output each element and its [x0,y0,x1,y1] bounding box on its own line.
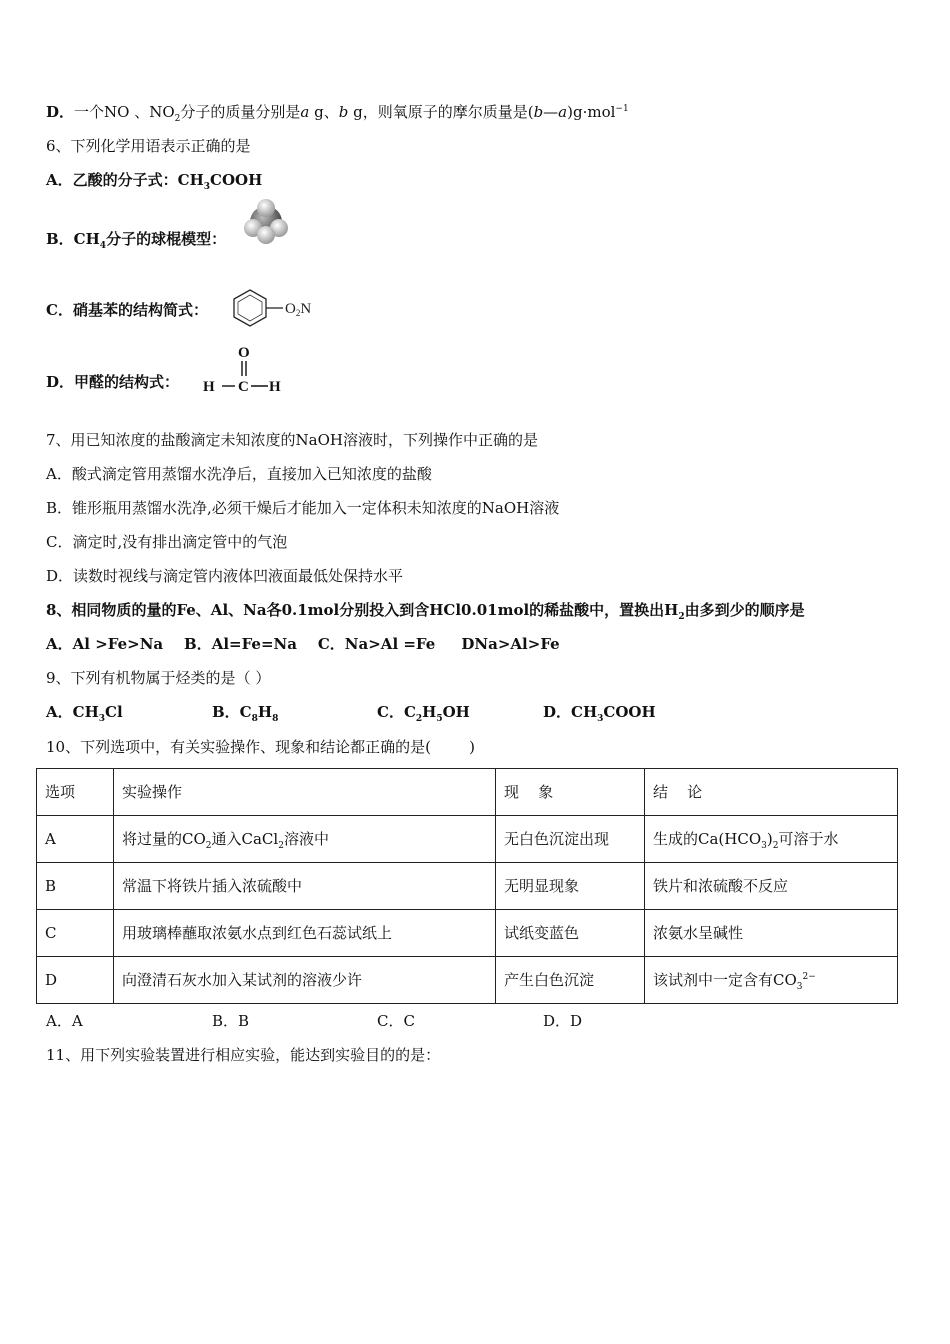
variable: b [533,103,544,121]
cell [114,863,496,910]
q9-option-d [543,702,656,722]
formaldehyde-structure [198,340,293,398]
carbon-atom: C [238,379,249,395]
q6-option-d [46,372,179,392]
header-text: 结 论 [653,783,703,801]
text: 由多到少的顺序是 [684,601,805,619]
cell-text: 向澄清石灰水加入某试剂的溶液少许 [122,971,363,989]
subscript: 8 [272,714,279,724]
nitro-group-label: $O_2N$ [285,301,312,318]
cell-text: 浓氨水呈碱性 [653,924,744,942]
q10-option-b: B．B [212,1012,250,1030]
hydrogen-atom: H [203,379,215,395]
subscript: 4 [99,241,107,251]
cell [645,957,898,1004]
header-cell [645,769,898,816]
cell [496,957,645,1004]
cell-text: A [45,830,56,848]
table-row [37,816,898,863]
cell [114,816,496,863]
q6-option-b [46,229,226,249]
cell-text: 将过量的$CO_2$通入CaCl$_2$溶液中 [122,830,329,851]
nitrobenzene-structure [228,286,323,330]
cell [645,910,898,957]
header-cell [37,769,114,816]
cell-text: 无白色沉淀出现 [504,830,610,848]
text: g，则氧原子的摩尔质量是( [348,103,534,121]
cell [645,816,898,863]
cell [496,863,645,910]
header-text: 实验操作 [122,783,183,801]
subscript: 2 [415,714,423,724]
text: )g·mol [567,103,616,121]
text: COOH [603,703,656,721]
table-header-row [37,769,898,816]
text: g、 [309,103,339,121]
q8-options: A．Al >Fe>Na B．Al=Fe=Na C．Na>Al =Fe DNa>Al>Fe [46,635,560,653]
q9-option-a [46,702,123,722]
variable: a [558,103,568,121]
cell-text: D [45,971,58,989]
q11-stem: 11、用下列实验装置进行相应实验，能达到实验目的的是： [46,1046,441,1064]
subscript: 2 [174,114,181,124]
cell [114,910,496,957]
q5-option-d [46,102,629,122]
q6-option-a [46,170,262,190]
text: OH [442,703,470,721]
q10-option-d: D．D [543,1012,583,1030]
subscript: 3 [98,714,106,724]
text: B．C [212,703,252,721]
variable: a [300,103,310,121]
q7-option-a: A．酸式滴定管用蒸馏水洗净后，直接加入已知浓度的盐酸 [46,465,432,483]
cell [37,910,114,957]
text: — [543,103,559,121]
text: 分子的质量分别是 [180,103,301,121]
header-cell [496,769,645,816]
header-text: 选项 [45,783,76,801]
subscript: 8 [251,714,258,724]
subscript: 3 [203,182,211,192]
hydrogen-atom: H [269,379,281,395]
cell-text: 用玻璃棒蘸取浓氨水点到红色石蕊试纸上 [122,924,393,942]
cell-text: 产生白色沉淀 [504,971,595,989]
cell-text: C [45,924,57,942]
cell [645,863,898,910]
subscript: 5 [436,714,443,724]
cell [496,910,645,957]
cell [37,863,114,910]
cell-text: 该试剂中一定含有$CO_3^{2-}$ [653,971,816,992]
q10-option-c: C．C [377,1012,415,1030]
option-label: D． [46,103,75,121]
header-text: 现 象 [504,783,554,801]
text: 分子的球棍模型： [106,230,227,248]
text: D．甲醛的结构式： [46,373,180,391]
formula: CH [177,171,204,189]
cell [114,957,496,1004]
text: A．CH [46,703,99,721]
cell-text: B [45,877,57,895]
header-cell [114,769,496,816]
text: B．CH [46,230,100,248]
q7-option-d: D．读数时视线与滴定管内液体凹液面最低处保持水平 [46,567,404,585]
cell [496,816,645,863]
text: D．CH [543,703,598,721]
cell-text: 常温下将铁片插入浓硫酸中 [122,877,303,895]
subscript: 3 [597,714,604,724]
q9-stem: 9、下列有机物属于烃类的是（ ） [46,669,271,687]
cell-text: 无明显现象 [504,877,580,895]
text: Cl [105,703,123,721]
text: C．硝基苯的结构简式： [46,301,208,319]
cell [37,957,114,1004]
text: H [257,703,273,721]
ch4-ball-model-image [240,198,292,246]
cell-text: 试纸变蓝色 [504,924,580,942]
table-row [37,910,898,957]
q7-option-b: B．锥形瓶用蒸馏水洗净,必须干燥后才能加入一定体积未知浓度的NaOH溶液 [46,499,560,517]
superscript: −1 [615,104,629,114]
text: H [422,703,437,721]
table-row [37,957,898,1004]
cell-text: 铁片和浓硫酸不反应 [653,877,789,895]
q6-stem: 6、下列化学用语表示正确的是 [46,137,251,155]
text: C．C [377,703,416,721]
subscript: 2 [678,612,685,622]
text: A．乙酸的分子式： [46,171,178,189]
q7-option-c: C．滴定时,没有排出滴定管中的气泡 [46,533,288,551]
experiment-table [36,768,898,1004]
q10-option-a: A．A [46,1012,83,1030]
text: 一个NO 、NO [74,103,175,121]
variable: b [338,103,349,121]
cell-text: 生成的$Ca(HCO_3)_2$可溶于水 [653,830,839,851]
q8-stem [46,600,805,620]
table-row [37,863,898,910]
formula: COOH [210,171,263,189]
oxygen-atom: O [238,345,250,361]
q6-option-c [46,300,208,320]
q7-stem: 7、用已知浓度的盐酸滴定未知浓度的NaOH溶液时，下列操作中正确的是 [46,431,538,449]
text: 8、相同物质的量的Fe、Al、Na各0.1mol分别投入到含HCl0.01mol的稀盐酸中，置换出H [46,601,679,619]
cell [37,816,114,863]
q10-stem: 10、下列选项中，有关实验操作、现象和结论都正确的是( ) [46,738,475,756]
q9-option-b [212,702,278,722]
q9-option-c [377,702,470,722]
